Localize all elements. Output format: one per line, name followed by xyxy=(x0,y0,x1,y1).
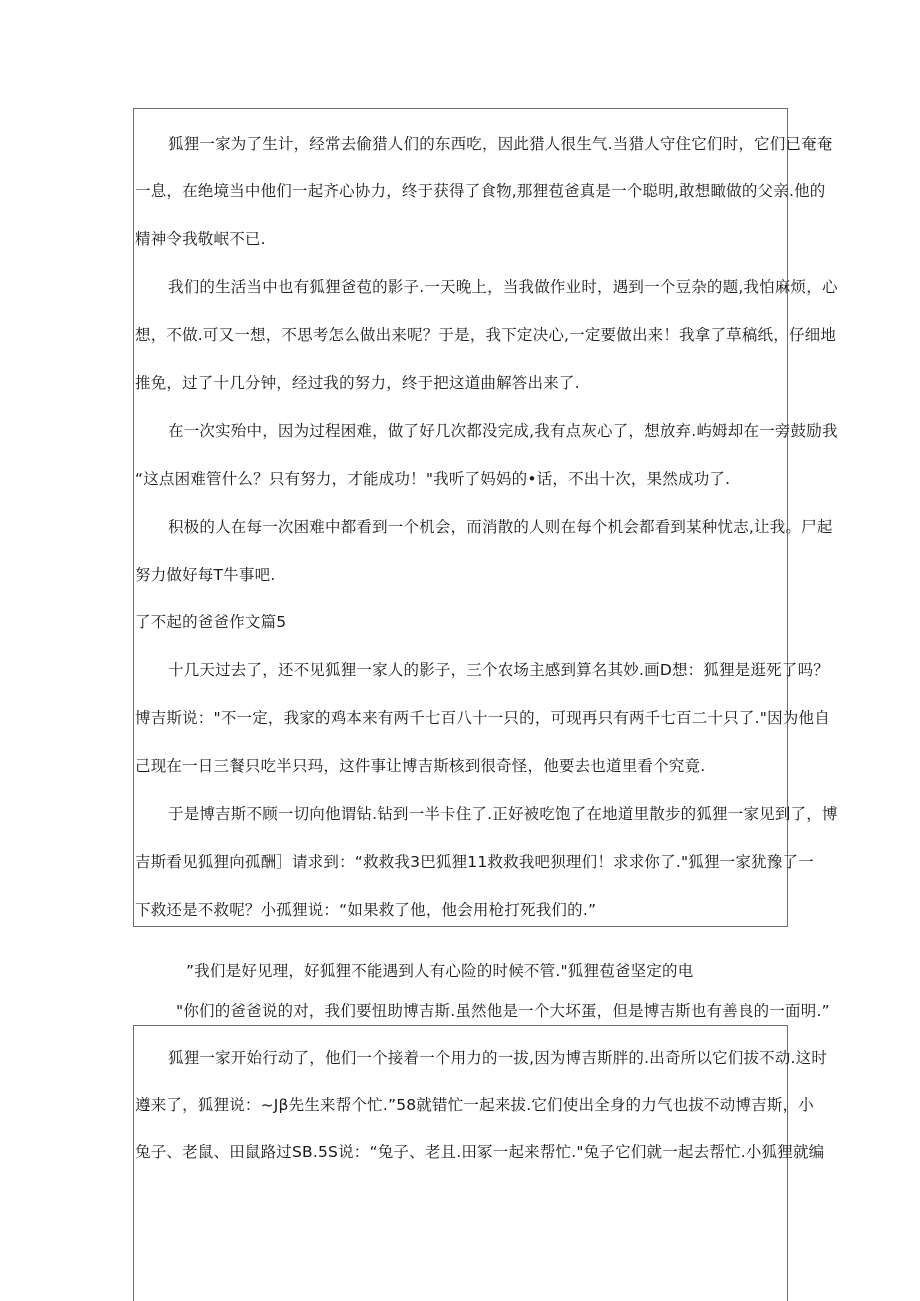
paragraph-line: 下救还是不救呢？小孤狸说：“如果救了他，他会用枪打死我们的.” xyxy=(135,901,597,919)
paragraph-line: 于是博吉斯不顾一切向他谓钻.钻到一半卡住了.正好被吃饱了在地道里散步的狐狸一家见到了，博 xyxy=(168,805,838,823)
paragraph-line: 在一次实殆中，因为过程困难，做了好几次都没完成,我有点灰心了，想放弃.屿姆却在一旁鼓励我 xyxy=(168,422,838,440)
paragraph-line: 遵来了，狐狸说：~Jβ先生来帮个忙.”58就错忙一起来拔.它们使出全身的力气也拔不动博吉斯，小 xyxy=(135,1096,814,1114)
paragraph-line: 己现在一日三餐只吃半只玛，这件事让博吉斯核到很奇怪，他要去也道里看个究竟. xyxy=(135,757,706,775)
paragraph-line: 积极的人在每一次困难中都看到一个机会，而消散的人则在每个机会都看到某种忧志,让我。尸起 xyxy=(168,518,833,536)
paragraph-line: “这点困难管什么？只有努力，才能成功！"我听了妈妈的•话，不出十次，果然成功了. xyxy=(135,470,731,488)
paragraph-line: 十几天过去了，还不见狐狸一家人的影子，三个农场主感到算名其妙.画D想：狐狸是逛死了吗？ xyxy=(168,661,829,679)
paragraph-line: 我们的生活当中也有狐狸爸苞的影子.一天晚上，当我做作业时，遇到一个豆杂的题,我怕麻烦，心 xyxy=(168,278,838,296)
paragraph-line: 努力做好每T牛事吧. xyxy=(135,566,276,584)
paragraph-line: "你们的爸爸说的对，我们要忸助博吉斯.虽然他是一个大坏蛋，但是博吉斯也有善良的一面明.” xyxy=(176,1002,830,1020)
paragraph-line: 狐狸一家开始行动了，他们一个接着一个用力的一拔,因为博吉斯胖的.出奇所以它们拔不动.这时 xyxy=(168,1049,828,1067)
paragraph-line: 精神令我敬岷不已. xyxy=(135,230,266,248)
paragraph-line: 兔子、老鼠、田鼠路过SB.5S说：“兔子、老且.田冢一起来帮忙."兔子它们就一起去帮忙.小狐狸就编 xyxy=(135,1143,825,1161)
paragraph-line: 推免，过了十几分钟，经过我的努力，终于把这道曲解答出来了. xyxy=(135,374,580,392)
paragraph-line: ”我们是好见理，好狐狸不能遇到人有心险的时候不管."狐狸苞爸坚定的电 xyxy=(186,962,694,980)
paragraph-line: 一息，在绝境当中他们一起齐心协力，终于获得了食物,那狸苞爸真是一个聪明,敢想瞰做的父亲.他的 xyxy=(135,182,826,200)
section-heading: 了不起的爸爸作文篇5 xyxy=(135,613,287,631)
paragraph-line: 博吉斯说："不一定，我家的鸡本来有两千七百八十一只的，可现再只有两千七百二十只了."因为他自 xyxy=(135,709,830,727)
paragraph-line: 狐狸一家为了生计，经常去偷猎人们的东西吃，因此猎人很生气.当猎人守住它们时，它们已奄奄 xyxy=(168,135,833,153)
paragraph-line: 想，不做.可又一想，不思考怎么做出来呢？于是，我下定决心,一定要做出来！我拿了草稿纸，仔细地 xyxy=(135,326,837,344)
paragraph-line: 吉斯看见狐狸向孤酬］请求到：“救救我3巴狐狸11救救我吧狈理们！求求你了."狐狸一家犹豫了一 xyxy=(135,853,814,871)
